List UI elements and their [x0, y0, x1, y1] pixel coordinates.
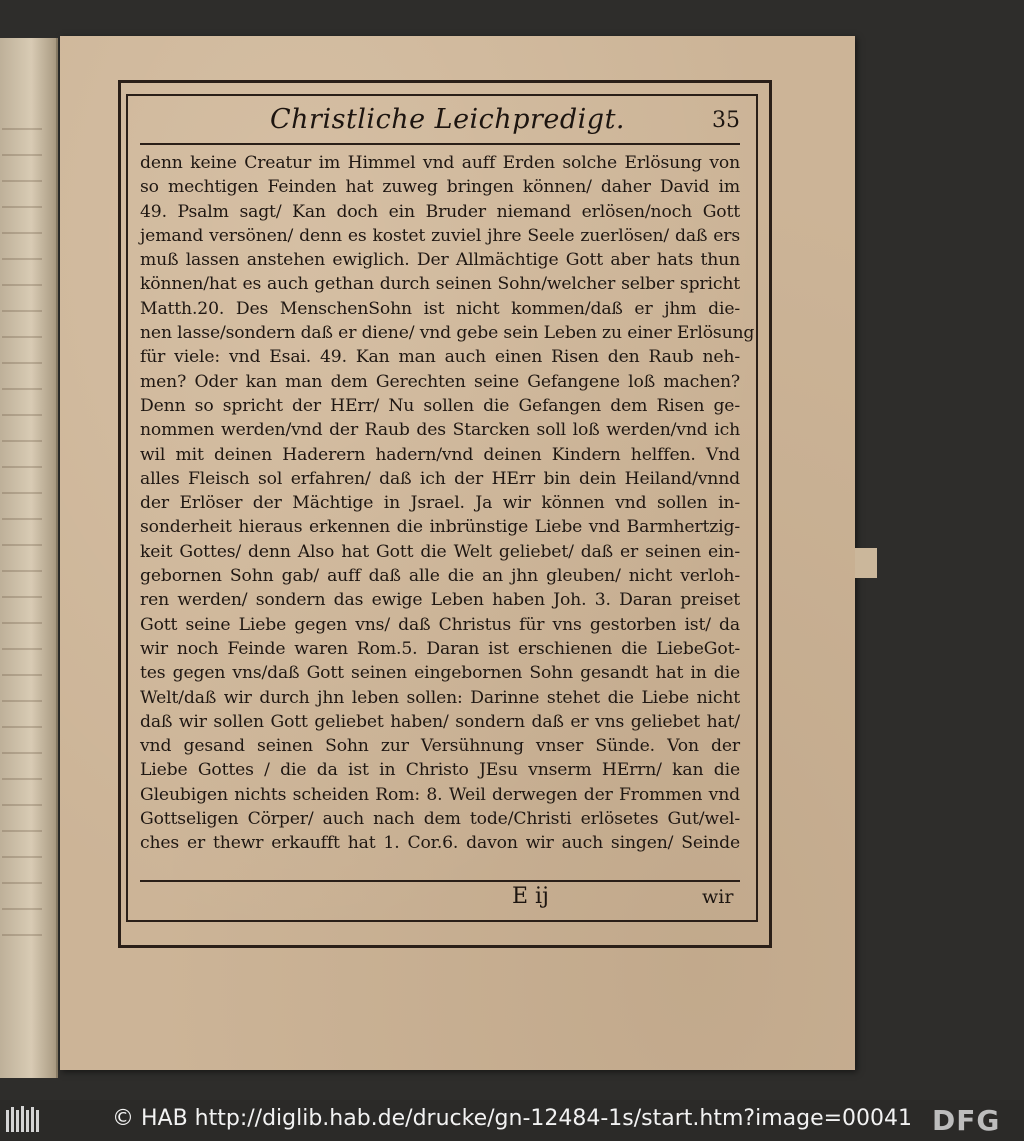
text-line: vnd gesand seinen Sohn zur Versühnung vnser Sünde. Von der [140, 736, 740, 757]
catchword: wir [702, 886, 734, 908]
text-line: Welt/daß wir durch jhn leben sollen: Darinne stehet die Liebe nicht [140, 687, 740, 708]
text-line: Denn so spricht der HErr/ Nu sollen die Gefangen dem Risen ge- [140, 395, 740, 416]
text-line: 49. Psalm sagt/ Kan doch ein Bruder niemand erlösen/noch Gott [140, 201, 740, 222]
text-line: tes gegen vns/daß Gott seinen eingebornen Sohn gesandt hat in die [140, 663, 740, 684]
footer-url[interactable]: © HAB http://diglib.hab.de/drucke/gn-12484-1s/start.htm?image=00041 [112, 1106, 913, 1131]
text-line: daß wir sollen Gott geliebet haben/ sondern daß er vns geliebet hat/ [140, 711, 740, 732]
text-line: sonderheit hieraus erkennen die inbrünstige Liebe vnd Barmhertzig- [140, 517, 740, 538]
dfg-logo: DFG [932, 1104, 1001, 1137]
previous-page-edge [0, 38, 58, 1078]
text-line: nen lasse/sondern daß er diene/ vnd gebe sein Leben zu einer Erlösung [140, 323, 755, 344]
text-line: wil mit deinen Haderern hadern/vnd deinen Kindern helffen. Vnd [140, 444, 740, 465]
running-title: Christliche Leichpredigt. [270, 104, 625, 135]
text-line: Gott seine Liebe gegen vns/ daß Christus für vns gestorben ist/ da [140, 614, 740, 635]
text-line: men? Oder kan man dem Gerechten seine Gefangene loß machen? [140, 371, 740, 392]
text-line: so mechtigen Feinden hat zuweg bringen können/ daher David im [140, 177, 740, 198]
text-line: für viele: vnd Esai. 49. Kan man auch einen Risen den Raub neh- [140, 347, 740, 368]
text-line: alles Fleisch sol erfahren/ daß ich der HErr bin dein Heiland/vnnd [140, 468, 740, 489]
text-line: Gleubigen nichts scheiden Rom: 8. Weil derwegen der Frommen vnd [140, 784, 740, 805]
signature-mark: E ij [512, 884, 549, 909]
foot-rule [140, 880, 740, 882]
hab-logo-icon [4, 1104, 44, 1136]
text-line: wir noch Feinde waren Rom.5. Daran ist erschienen die LiebeGot- [140, 638, 740, 659]
text-line: können/hat es auch gethan durch seinen Sohn/welcher selber spricht [140, 274, 740, 295]
running-head [140, 102, 740, 142]
text-line: keit Gottes/ denn Also hat Gott die Welt geliebet/ daß er seinen ein- [140, 541, 740, 562]
text-line: Gottseligen Cörper/ auch nach dem tode/Christi erlösetes Gut/wel- [140, 809, 740, 830]
text-line: muß lassen anstehen ewiglich. Der Allmächtige Gott aber hats thun [140, 250, 740, 271]
text-line: jemand versönen/ denn es kostet zuviel jhre Seele zuerlösen/ daß ers [140, 225, 740, 246]
text-line: gebornen Sohn gab/ auff daß alle die an jhn gleuben/ nicht verloh- [140, 566, 740, 587]
text-line: ches er thewr erkaufft hat 1. Cor.6. davon wir auch singen/ Seinde [140, 833, 740, 854]
page-tab [855, 548, 877, 578]
body-text [140, 151, 755, 856]
text-line: nommen werden/vnd der Raub des Starcken soll loß werden/vnd ich [140, 420, 740, 441]
text-line: Matth.20. Des MenschenSohn ist nicht kommen/daß er jhm die- [140, 298, 740, 319]
head-rule [140, 143, 740, 145]
text-line: der Erlöser der Mächtige in Jsrael. Ja wir können vnd sollen in- [140, 493, 740, 514]
text-line: denn keine Creatur im Himmel vnd auff Erden solche Erlösung von [140, 153, 740, 173]
page-number: 35 [712, 108, 740, 133]
text-line: ren werden/ sondern das ewige Leben haben Joh. 3. Daran preiset [140, 590, 740, 611]
text-line: Liebe Gottes / die da ist in Christo JEsu vnserm HErrn/ kan die [140, 760, 740, 781]
